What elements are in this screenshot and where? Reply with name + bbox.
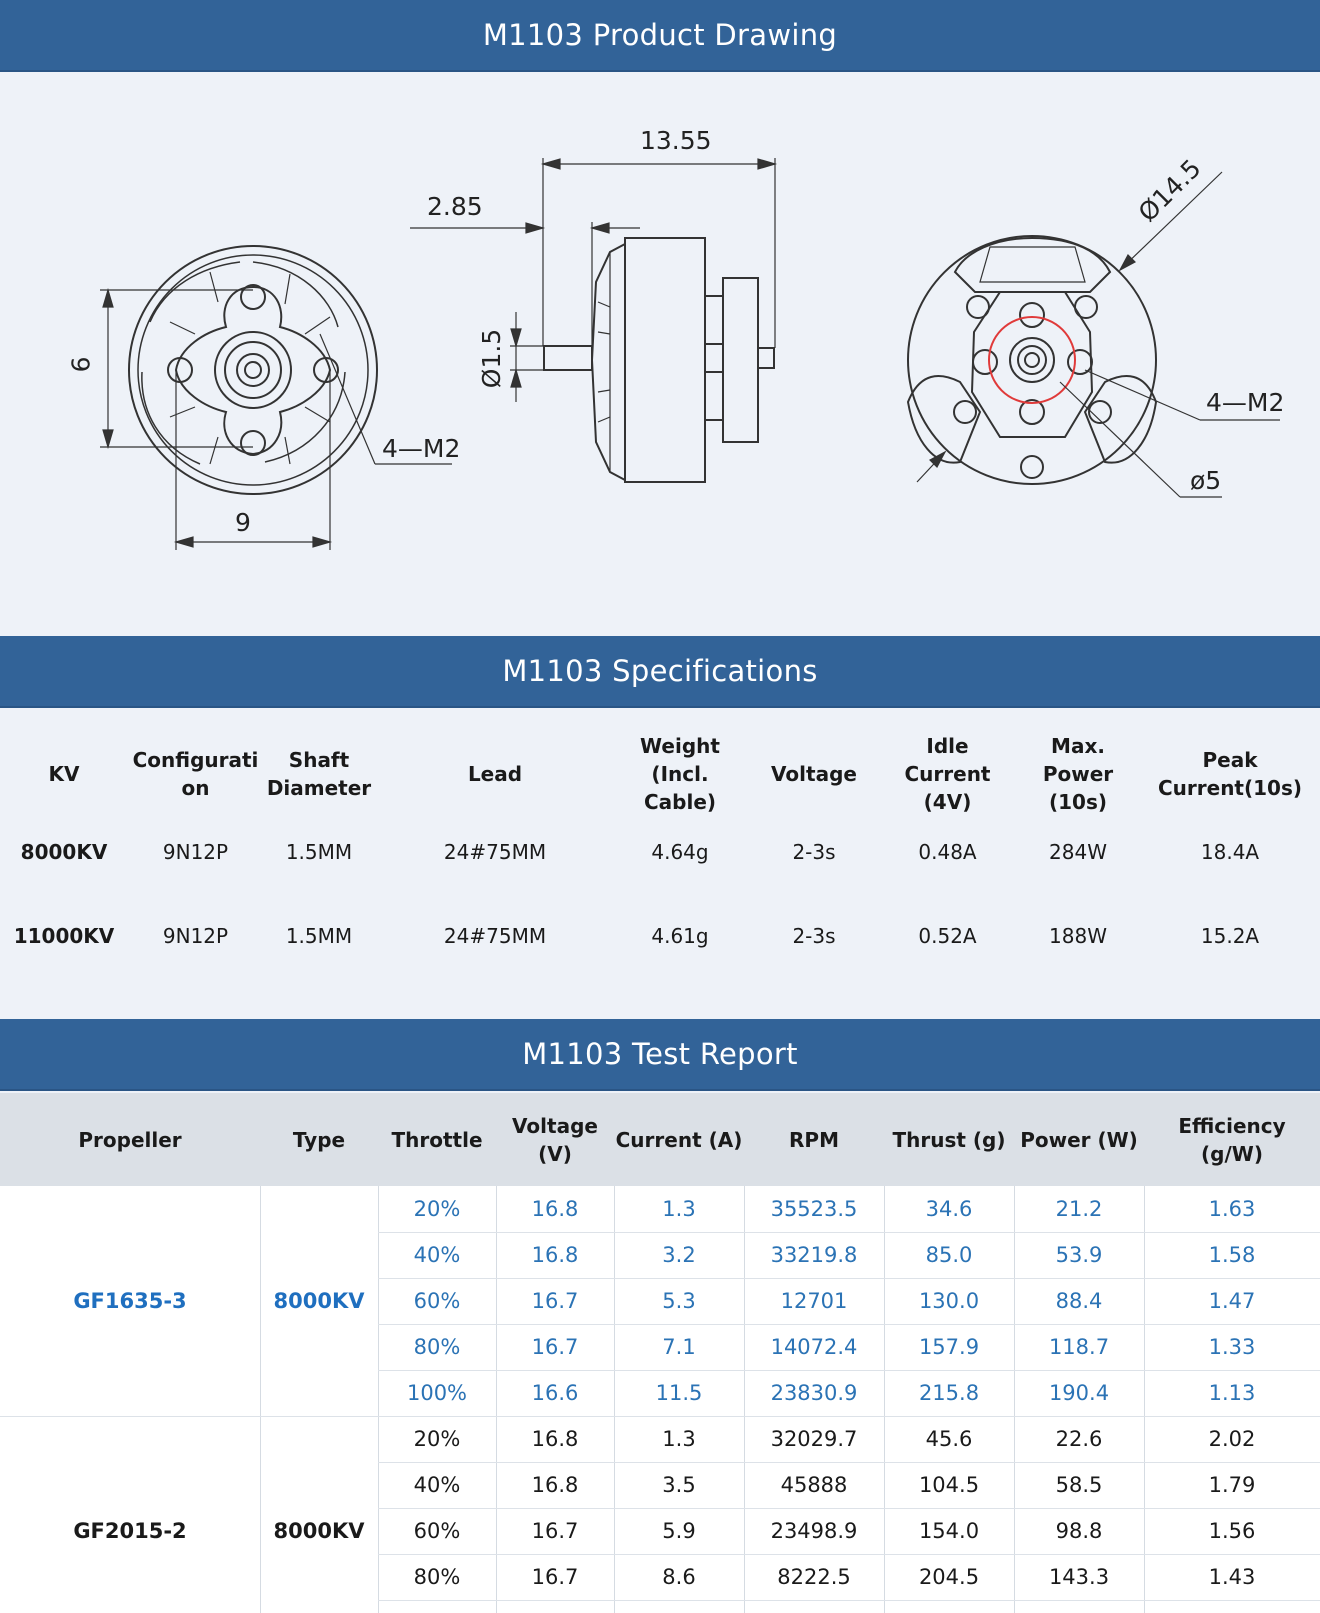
g2r1-throttle: 20%: [413, 1427, 461, 1451]
g2r1-current: 1.3: [662, 1427, 696, 1451]
rear-diameter-dim: Ø14.5: [1132, 153, 1207, 228]
g2r4-current: 8.6: [662, 1565, 696, 1589]
group2-propeller: GF2015-2: [73, 1519, 187, 1543]
g1r1-throttle: 20%: [413, 1197, 461, 1221]
group1-propeller: GF1635-3: [73, 1289, 187, 1313]
spec-header-peak-current: Peak Current(10s): [1157, 748, 1303, 800]
spec-row2-lead: 24#75MM: [443, 924, 547, 948]
g2r3-power: 98.8: [1055, 1519, 1103, 1543]
g1r4-voltage: 16.7: [531, 1335, 579, 1359]
spec-row1-shaft: 1.5MM: [285, 840, 353, 864]
spec-header-lead: Lead: [467, 762, 523, 786]
shaft-diameter-dim: Ø1.5: [477, 328, 507, 389]
g2r4-efficiency: 1.43: [1208, 1565, 1256, 1589]
spec-row1-power: 284W: [1049, 840, 1107, 864]
g2r3-thrust: 154.0: [918, 1519, 980, 1543]
g1r3-power: 88.4: [1055, 1289, 1103, 1313]
g2r1-voltage: 16.8: [531, 1427, 579, 1451]
spec-header-kv: KV: [48, 762, 80, 786]
g2r4-rpm: 8222.5: [777, 1565, 851, 1589]
front-view: [129, 246, 377, 494]
spec-row2-idle: 0.52A: [918, 924, 977, 948]
g1r3-rpm: 12701: [780, 1289, 848, 1313]
test-body: [0, 1186, 1320, 1613]
group1-type: 8000KV: [273, 1289, 365, 1313]
g2r2-throttle: 40%: [413, 1473, 461, 1497]
g1r4-rpm: 14072.4: [770, 1335, 858, 1359]
g1r4-power: 118.7: [1048, 1335, 1110, 1359]
g2r3-rpm: 23498.9: [770, 1519, 858, 1543]
g2r3-voltage: 16.7: [531, 1519, 579, 1543]
group2-type: 8000KV: [273, 1519, 365, 1543]
spec-row2-config: 9N12P: [162, 924, 229, 948]
spec-header-weight: Weight (Incl. Cable): [640, 734, 720, 814]
spec-row2-shaft: 1.5MM: [285, 924, 353, 948]
spec-row1-kv: 8000KV: [20, 840, 108, 864]
g1r2-rpm: 33219.8: [770, 1243, 858, 1267]
g2r2-efficiency: 1.79: [1208, 1473, 1256, 1497]
test-header-type: Type: [292, 1127, 346, 1152]
test-header-voltage: Voltage (V): [512, 1113, 598, 1166]
product-drawing: [0, 72, 1320, 636]
g1r1-rpm: 35523.5: [770, 1197, 858, 1221]
spec-row2-power: 188W: [1049, 924, 1107, 948]
g2r2-voltage: 16.8: [531, 1473, 579, 1497]
spec-header-idle-current: Idle Current (4V): [904, 734, 991, 814]
test-header-current: Current (A): [615, 1127, 743, 1152]
g2r4-voltage: 16.7: [531, 1565, 579, 1589]
test-title: M1103 Test Report: [522, 1037, 798, 1071]
side-offset-dim: 2.85: [427, 192, 483, 221]
g1r5-voltage: 16.6: [531, 1381, 579, 1405]
g1r3-throttle: 60%: [413, 1289, 461, 1313]
test-header-thrust: Thrust (g): [892, 1127, 1006, 1152]
g1r5-throttle: 100%: [406, 1381, 468, 1405]
g1r2-thrust: 85.0: [925, 1243, 973, 1267]
spec-row1-config: 9N12P: [162, 840, 229, 864]
test-header-rpm: RPM: [789, 1127, 839, 1152]
g1r3-efficiency: 1.47: [1208, 1289, 1256, 1313]
g1r5-thrust: 215.8: [918, 1381, 980, 1405]
section-title-specs: [0, 636, 1320, 708]
g1r3-voltage: 16.7: [531, 1289, 579, 1313]
g1r1-efficiency: 1.63: [1208, 1197, 1256, 1221]
g1r1-power: 21.2: [1055, 1197, 1103, 1221]
g2r1-rpm: 32029.7: [770, 1427, 858, 1451]
g1r5-current: 11.5: [655, 1381, 703, 1405]
g1r4-thrust: 157.9: [918, 1335, 980, 1359]
g1r1-thrust: 34.6: [925, 1197, 973, 1221]
spec-header-shaft: Shaft Diameter: [266, 748, 372, 800]
g1r1-current: 1.3: [662, 1197, 696, 1221]
front-width-dim: 9: [235, 508, 251, 537]
front-holes-dim: 4—M2: [382, 434, 461, 463]
g2r2-rpm: 45888: [780, 1473, 848, 1497]
g2r2-thrust: 104.5: [918, 1473, 980, 1497]
g1r3-current: 5.3: [662, 1289, 696, 1313]
g2r2-current: 3.5: [662, 1473, 696, 1497]
g1r5-power: 190.4: [1048, 1381, 1110, 1405]
test-header-throttle: Throttle: [391, 1127, 483, 1152]
g1r4-throttle: 80%: [413, 1335, 461, 1359]
g1r2-voltage: 16.8: [531, 1243, 579, 1267]
rear-view: [908, 236, 1156, 484]
g1r3-thrust: 130.0: [918, 1289, 980, 1313]
spec-row2-peak: 15.2A: [1200, 924, 1260, 948]
g1r5-efficiency: 1.13: [1208, 1381, 1256, 1405]
g1r4-current: 7.1: [662, 1335, 696, 1359]
g1r5-rpm: 23830.9: [770, 1381, 858, 1405]
side-width-dim: 13.55: [640, 126, 712, 155]
g1r2-efficiency: 1.58: [1208, 1243, 1256, 1267]
specs-title: M1103 Specifications: [502, 654, 818, 688]
g2r3-throttle: 60%: [413, 1519, 461, 1543]
spec-row1-peak: 18.4A: [1200, 840, 1260, 864]
g1r2-power: 53.9: [1055, 1243, 1103, 1267]
spec-row1-lead: 24#75MM: [443, 840, 547, 864]
test-header-efficiency: Efficiency (g/W): [1178, 1113, 1286, 1166]
spec-header-voltage: Voltage: [771, 762, 857, 786]
front-height-dim: 9: [65, 356, 95, 373]
spec-header-configuration: Configurati on: [132, 748, 259, 800]
spec-header-max-power: Max. Power (10s): [1042, 734, 1114, 814]
g2r3-efficiency: 1.56: [1208, 1519, 1256, 1543]
drawing-svg: [0, 72, 1320, 636]
rear-center-dim: ø5: [1190, 466, 1222, 495]
g2r3-current: 5.9: [662, 1519, 696, 1543]
g2r1-thrust: 45.6: [925, 1427, 973, 1451]
spec-row1-weight: 4.64g: [651, 840, 709, 864]
highlight-circle: [989, 317, 1075, 403]
g2r2-power: 58.5: [1055, 1473, 1103, 1497]
spec-row1-voltage: 2-3s: [792, 840, 836, 864]
side-view: [544, 238, 774, 482]
test-header-propeller: Propeller: [78, 1127, 182, 1152]
specs-table: [0, 708, 1320, 1019]
spec-row2-voltage: 2-3s: [792, 924, 836, 948]
g1r2-current: 3.2: [662, 1243, 696, 1267]
g2r4-throttle: 80%: [413, 1565, 461, 1589]
drawing-title: M1103 Product Drawing: [482, 18, 838, 52]
spec-row2-weight: 4.61g: [651, 924, 709, 948]
test-report-table: [0, 1093, 1320, 1613]
section-title-drawing: [0, 0, 1320, 72]
test-header-row: [0, 1093, 1320, 1186]
test-header-power: Power (W): [1020, 1127, 1138, 1152]
section-title-test: [0, 1019, 1320, 1091]
spec-row2-kv: 11000KV: [13, 924, 115, 948]
rear-holes-dim: 4—M2: [1206, 388, 1285, 417]
g2r4-thrust: 204.5: [918, 1565, 980, 1589]
g1r1-voltage: 16.8: [531, 1197, 579, 1221]
g1r4-efficiency: 1.33: [1208, 1335, 1256, 1359]
g1r2-throttle: 40%: [413, 1243, 461, 1267]
g2r1-efficiency: 2.02: [1208, 1427, 1256, 1451]
spec-row1-idle: 0.48A: [918, 840, 977, 864]
g2r4-power: 143.3: [1048, 1565, 1110, 1589]
g2r1-power: 22.6: [1055, 1427, 1103, 1451]
